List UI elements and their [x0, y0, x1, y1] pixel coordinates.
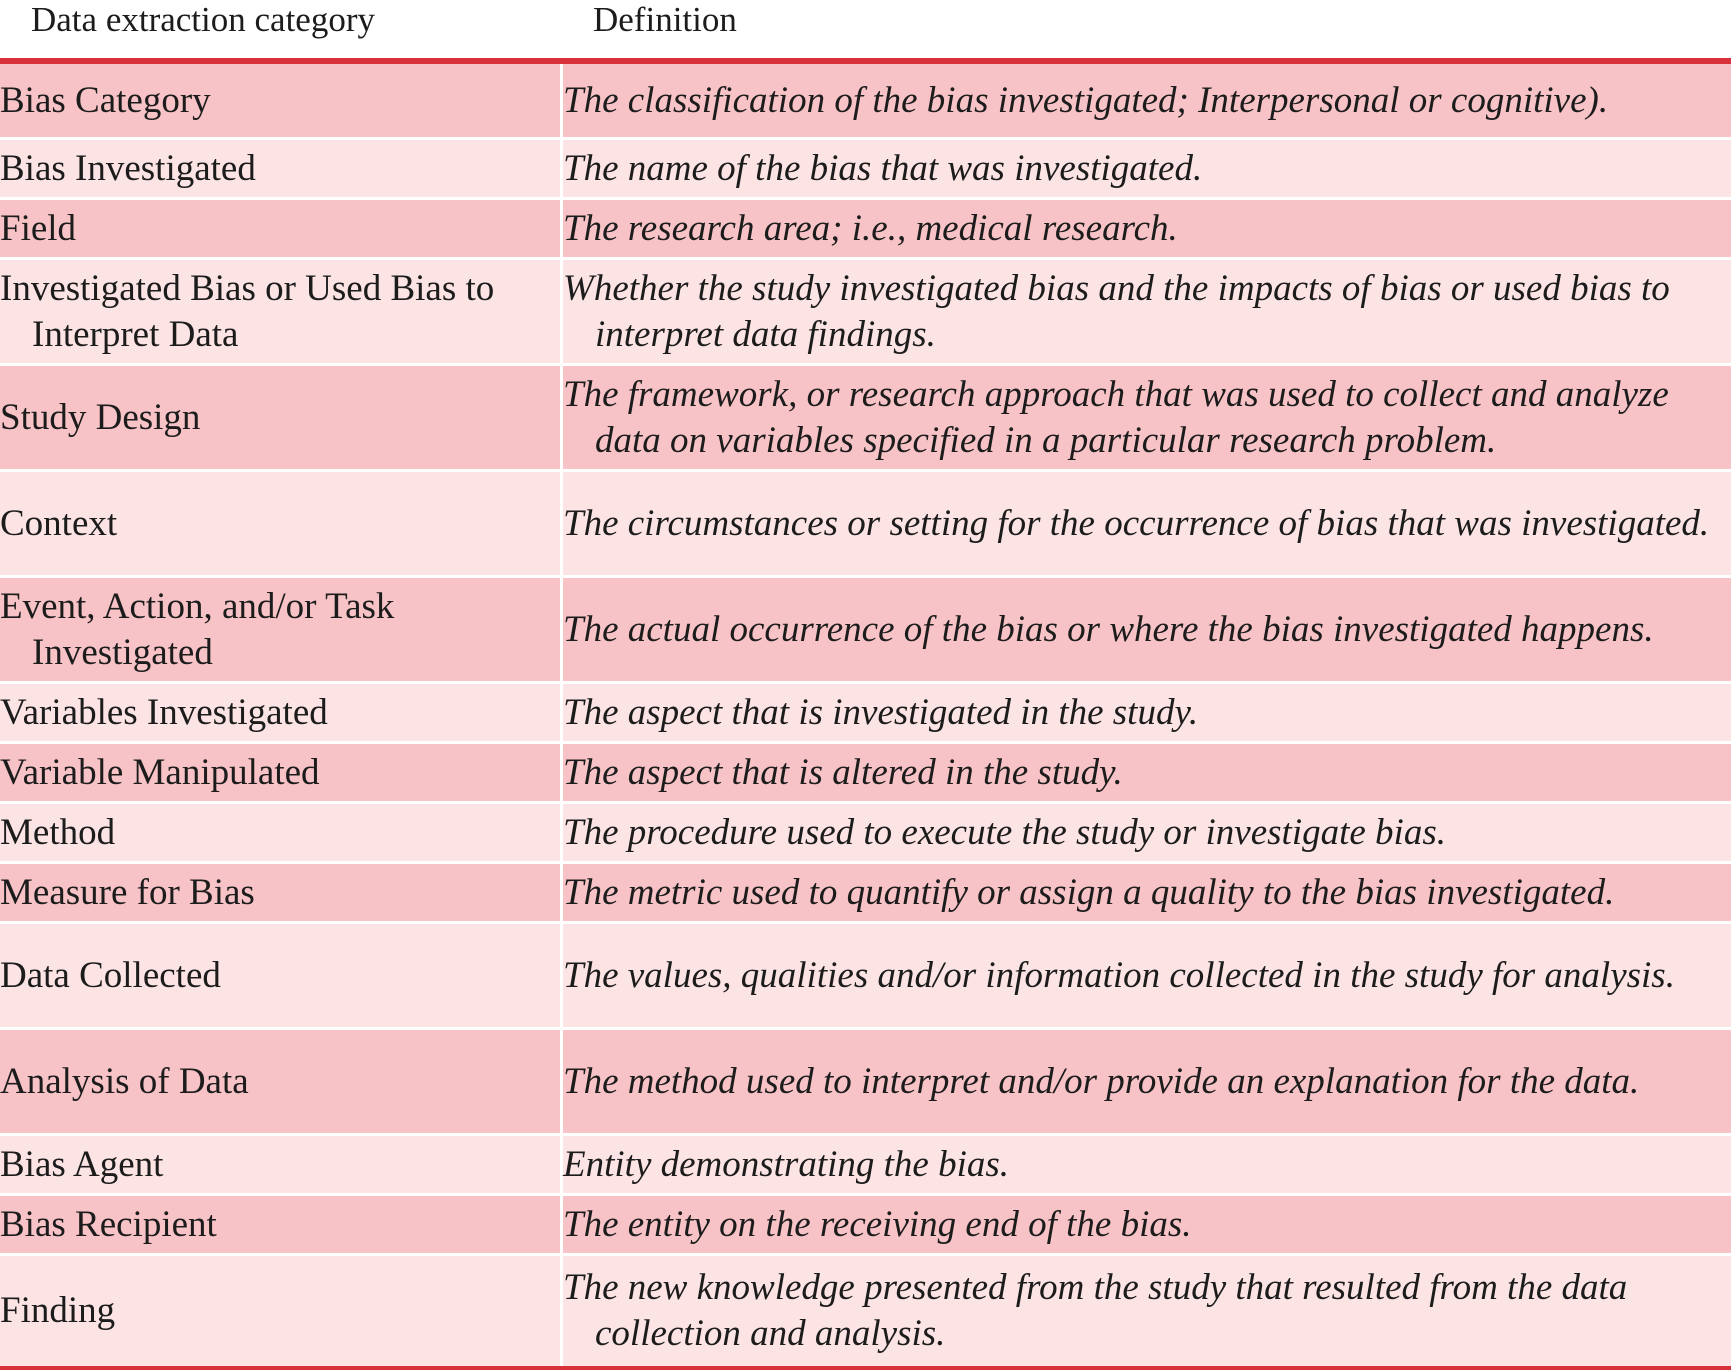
row-category: Measure for Bias [0, 864, 563, 921]
table-row [0, 260, 1731, 366]
row-definition: The framework, or research approach that was used to collect and analyze data on variables specified in a particular research problem. [563, 373, 1669, 461]
table-row [0, 1196, 1731, 1256]
table-row [0, 1030, 1731, 1136]
row-definition: The circumstances or setting for the occurrence of bias that was investigated. [563, 502, 1710, 544]
row-category: Variable Manipulated [0, 744, 563, 801]
table-row [0, 924, 1731, 1030]
table-row [0, 684, 1731, 744]
row-category: Finding [0, 1256, 563, 1366]
row-definition: The aspect that is investigated in the study. [563, 691, 1199, 733]
row-definition: The research area; i.e., medical research. [563, 207, 1178, 249]
table-row [0, 64, 1731, 140]
table-row [0, 200, 1731, 260]
table-row [0, 744, 1731, 804]
row-category: Bias Category [0, 64, 563, 137]
row-definition: The procedure used to execute the study or investigate bias. [563, 811, 1446, 853]
table-row [0, 1256, 1731, 1366]
table-row [0, 1136, 1731, 1196]
table-header-row [0, 0, 1731, 58]
table-row [0, 140, 1731, 200]
row-definition: The new knowledge presented from the study that resulted from the data collection and analysis. [563, 1267, 1628, 1354]
row-definition: The classification of the bias investigated; Interpersonal or cognitive). [563, 79, 1609, 121]
row-category: Bias Investigated [0, 140, 563, 197]
row-definition: The name of the bias that was investigated. [563, 147, 1203, 189]
row-category: Bias Agent [0, 1136, 563, 1193]
row-definition: The metric used to quantify or assign a quality to the bias investigated. [563, 871, 1615, 913]
row-definition: The entity on the receiving end of the bias. [563, 1203, 1192, 1245]
row-definition: The method used to interpret and/or provide an explanation for the data. [563, 1060, 1640, 1102]
row-definition: Entity demonstrating the bias. [563, 1143, 1010, 1185]
row-category: Event, Action, and/or Task Investigated [0, 578, 563, 681]
row-category: Variables Investigated [0, 684, 563, 741]
header-definition: Definition [593, 0, 737, 39]
row-definition: The values, qualities and/or information collected in the study for analysis. [563, 954, 1675, 996]
row-category: Field [0, 200, 563, 257]
table-row [0, 472, 1731, 578]
table-row [0, 578, 1731, 684]
table-row [0, 804, 1731, 864]
row-category: Bias Recipient [0, 1196, 563, 1253]
row-category: Method [0, 804, 563, 861]
table-row [0, 864, 1731, 924]
row-definition: Whether the study investigated bias and the impacts of bias or used bias to interpret data findings. [563, 267, 1670, 355]
bottom-rule [0, 1366, 1731, 1370]
row-category: Study Design [0, 366, 563, 469]
row-category: Investigated Bias or Used Bias to Interpret Data [0, 260, 563, 363]
row-definition: The actual occurrence of the bias or where the bias investigated happens. [563, 608, 1654, 650]
row-category: Data Collected [0, 924, 563, 1027]
row-definition: The aspect that is altered in the study. [563, 751, 1123, 793]
row-category: Analysis of Data [0, 1030, 563, 1133]
table-row [0, 366, 1731, 472]
header-category: Data extraction category [31, 0, 375, 39]
row-category: Context [0, 472, 563, 575]
